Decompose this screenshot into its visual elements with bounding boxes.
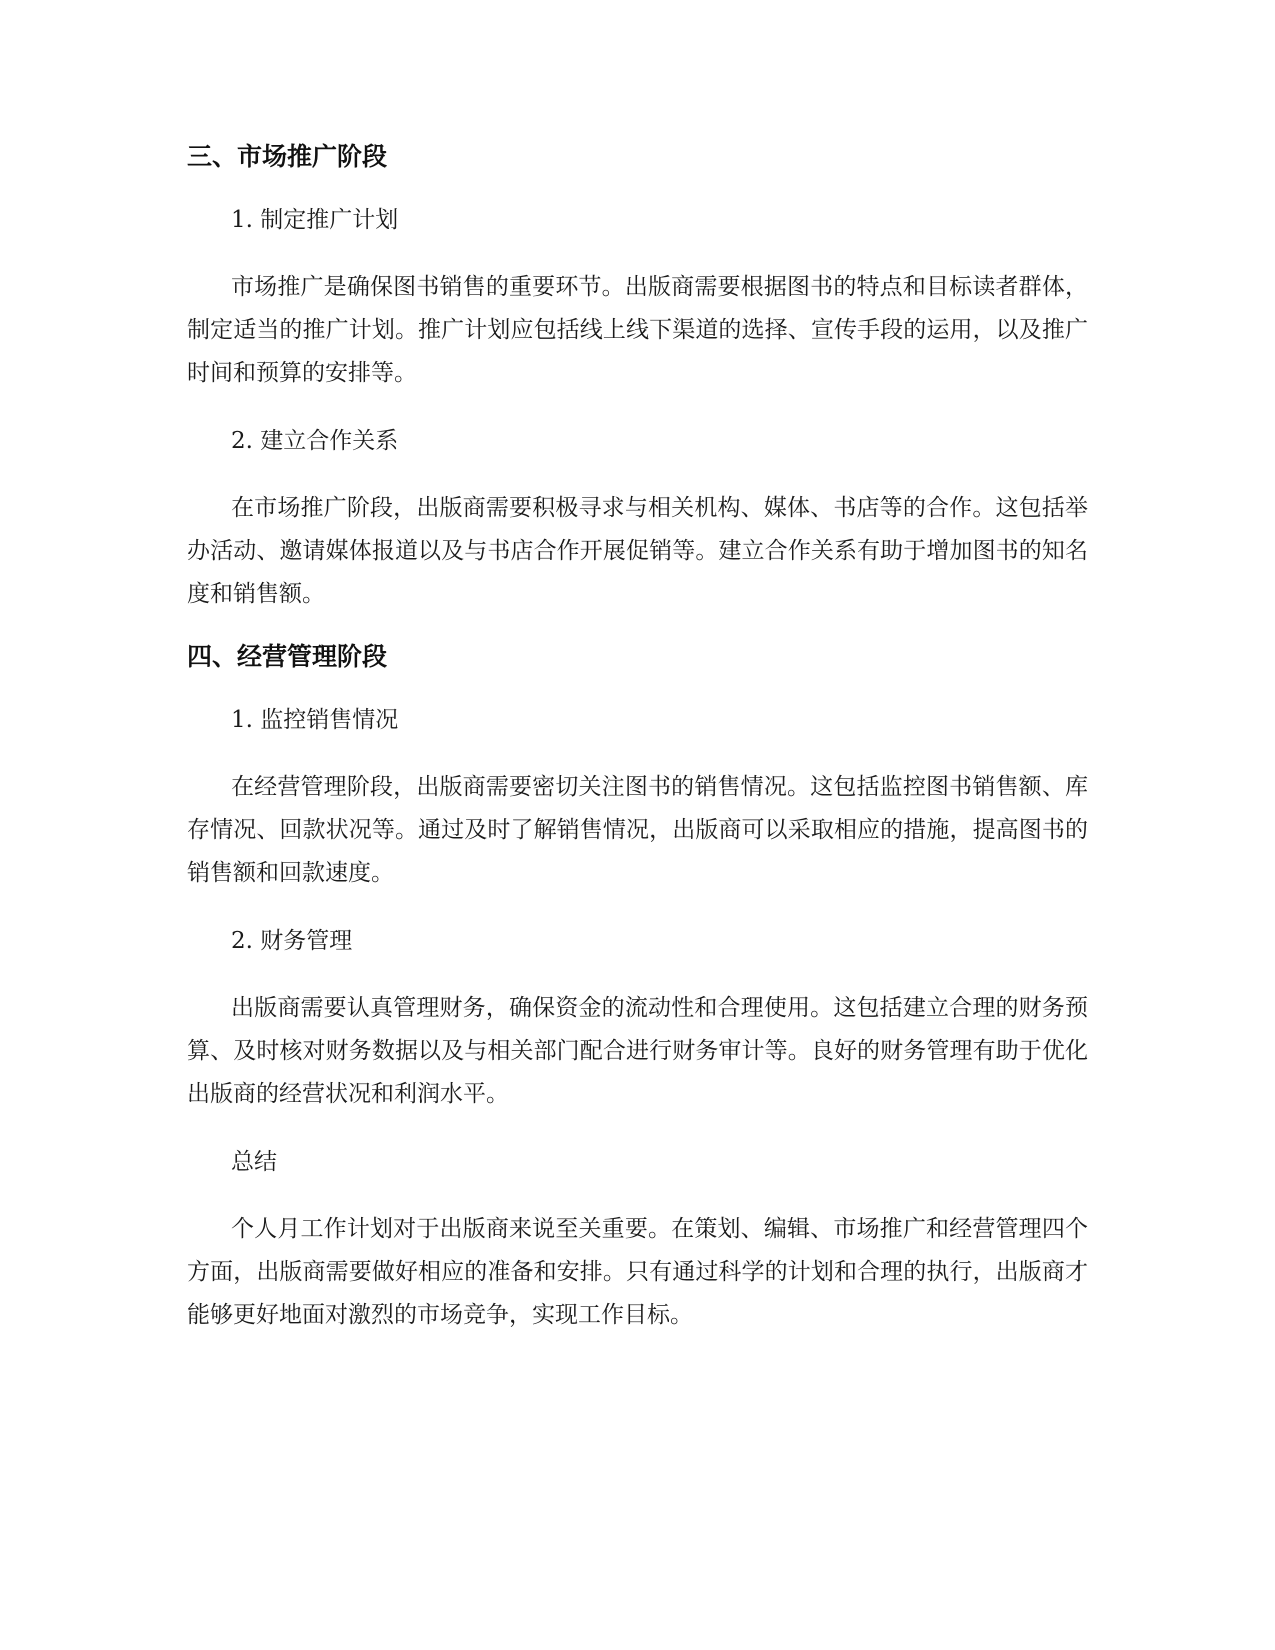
paragraph-partnerships: 在市场推广阶段，出版商需要积极寻求与相关机构、媒体、书店等的合作。这包括举办活动、邀请媒体报道以及与书店合作开展促销等。建立合作关系有助于增加图书的知名度和销售额。 <box>187 495 1088 607</box>
paragraph-sales-monitoring: 在经营管理阶段，出版商需要密切关注图书的销售情况。这包括监控图书销售额、库存情况、回款状况等。通过及时了解销售情况，出版商可以采取相应的措施，提高图书的销售额和回款速度。 <box>187 774 1088 886</box>
document-body <box>187 140 1088 1367</box>
summary-heading: 总结 <box>231 1149 277 1175</box>
paragraph-promotion-plan: 市场推广是确保图书销售的重要环节。出版商需要根据图书的特点和目标读者群体，制定适当的推广计划。推广计划应包括线上线下渠道的选择、宣传手段的运用，以及推广时间和预算的安排等。 <box>187 274 1088 386</box>
subheading-finance: 2. 财务管理 <box>231 928 353 954</box>
subheading-sales-monitoring: 1. 监控销售情况 <box>231 707 399 733</box>
paragraph-finance: 出版商需要认真管理财务，确保资金的流动性和合理使用。这包括建立合理的财务预算、及时核对财务数据以及与相关部门配合进行财务审计等。良好的财务管理有助于优化出版商的经营状况和利润水平。 <box>187 995 1088 1107</box>
subheading-promotion-plan: 1. 制定推广计划 <box>231 207 399 233</box>
subheading-partnerships: 2. 建立合作关系 <box>231 428 399 454</box>
section-heading-marketing: 三、市场推广阶段 <box>187 142 388 171</box>
summary-paragraph: 个人月工作计划对于出版商来说至关重要。在策划、编辑、市场推广和经营管理四个方面，出版商需要做好相应的准备和安排。只有通过科学的计划和合理的执行，出版商才能够更好地面对激烈的市场竞争，实现工作目标。 <box>187 1216 1088 1328</box>
section-heading-operations: 四、经营管理阶段 <box>187 642 388 671</box>
